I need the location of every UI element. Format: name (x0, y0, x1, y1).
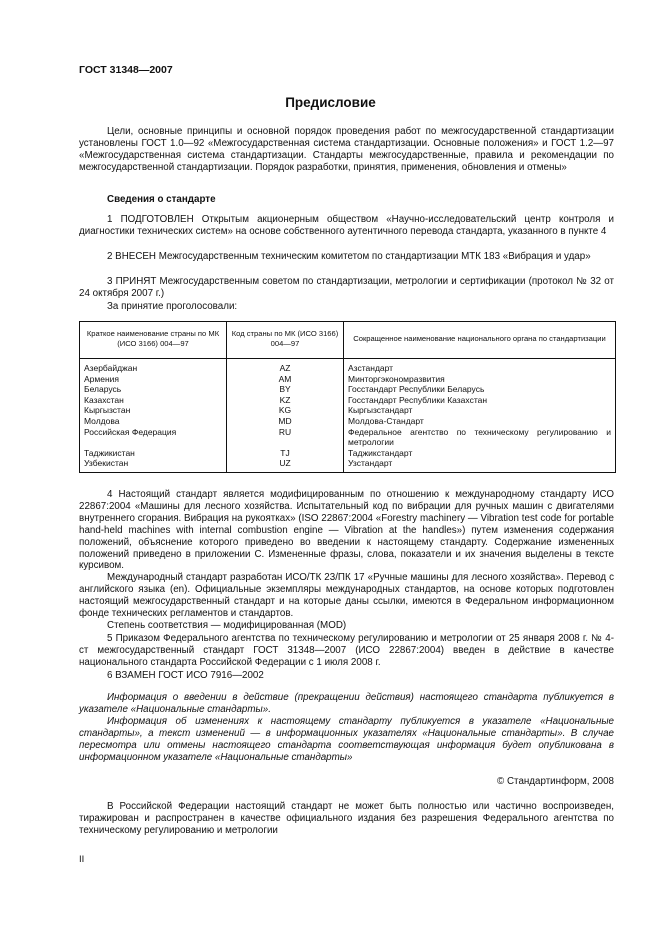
notice-publication: Информация о введении в действие (прекращении действия) настоящего стандарта публикуется в указателе «Национальные стандарты». (79, 692, 614, 715)
table-row (80, 458, 616, 472)
item-3-adopted: 3 ПРИНЯТ Межгосударственным советом по стандартизации, метрологии и сертификации (протокол № 32 от 24 октября 2007 г.) (79, 276, 614, 299)
item-1-prepared: 1 ПОДГОТОВЛЕН Открытым акционерным обществом «Научно-исследовательский центр контроля и диагностики технических систем» на основе собственного аутентичного перевода стандарта, указанного в пункте 4 (79, 214, 614, 237)
item-5-order: 5 Приказом Федерального агентства по техническому регулированию и метрологии от 25 января 2008 г. № 4-ст межгосударственный стандарт ГОСТ 31348—2007 (ИСО 22867:2004) введен в действие в качестве национального стандарта Российской Федерации с 1 июля 2008 г. (79, 633, 614, 668)
intro-paragraph: Цели, основные принципы и основной порядок проведения работ по межгосударственной стандартизации установлены ГОСТ 1.0—92 «Межгосударственная система стандартизации. Основные положения» и ГОСТ 1.2—97 «Межгосударственная система стандартизации. Стандарты межгосударственные, правила и рекомендации по межгосударственной стандартизации. Порядок разработки, принятия, применения, обновления и отмены» (79, 126, 614, 173)
country-cell: Российская Федерация (80, 427, 227, 448)
standard-number: ГОСТ 31348—2007 (79, 64, 173, 76)
voting-states-table (79, 321, 616, 473)
header-country: Краткое наименование страны по МК (ИСО 3166) 004—97 (80, 322, 227, 359)
table-row (80, 384, 616, 395)
item-2-submitted: 2 ВНЕСЕН Межгосударственным техническим комитетом по стандартизации МТК 183 «Вибрация и удар» (107, 251, 591, 262)
code-cell: KZ (227, 395, 344, 406)
info-heading: Сведения о стандарте (107, 194, 216, 205)
country-cell: Азербайджан (80, 359, 227, 374)
header-code: Код страны по МК (ИСО 3166) 004—97 (227, 322, 344, 359)
org-cell: Молдова-Стандарт (344, 416, 616, 427)
org-cell: Минторгэкономразвития (344, 374, 616, 385)
country-cell: Армения (80, 374, 227, 385)
org-cell: Госстандарт Республики Казахстан (344, 395, 616, 406)
item-4-modification: 4 Настоящий стандарт является модифицированным по отношению к международному стандарту ИСО 22867:2004 «Машины для лесного хозяйства. Испытательный код по вибрации для ручных машин с двигателями внутреннего сгорания. Вибрация на рукоятках» (ISO 22867:2004 «Forestry machinery — Vibration test code for portable hand-held machines with internal combustion engine — Vibration at the handles») путем изменения содержания положений, объяснение которого приведено во введении к настоящему стандарту. Содержание измененных положений приведено в приложении С. Измененные фразы, слова, показатели и их значения выделены в тексте курсивом. (79, 489, 614, 572)
org-cell: Таджикстандарт (344, 448, 616, 459)
country-cell: Узбекистан (80, 458, 227, 472)
org-cell: Узстандарт (344, 458, 616, 472)
code-cell: KG (227, 405, 344, 416)
item-6-replaces: 6 ВЗАМЕН ГОСТ ИСО 7916—2002 (107, 670, 264, 681)
page-title: Предисловие (285, 95, 376, 110)
org-cell: Федеральное агентство по техническому регулированию и метрологии (344, 427, 616, 448)
table-header-row (80, 322, 616, 359)
country-cell: Кыргызстан (80, 405, 227, 416)
org-cell: Госстандарт Республики Беларусь (344, 384, 616, 395)
code-cell: AZ (227, 359, 344, 374)
org-cell: Азстандарт (344, 359, 616, 374)
code-cell: AM (227, 374, 344, 385)
header-org: Сокращенное наименование национального органа по стандартизации (344, 322, 616, 359)
table-row (80, 359, 616, 374)
table-row (80, 416, 616, 427)
table-row (80, 405, 616, 416)
rights-paragraph: В Российской Федерации настоящий стандарт не может быть полностью или частично воспроизведен, тиражирован и распространен в качестве официального издания без разрешения Федерального агентства по техническому регулированию и метрологии (79, 801, 614, 836)
conformity-degree: Степень соответствия — модифицированная (MOD) (107, 620, 347, 631)
international-standard-paragraph: Международный стандарт разработан ИСО/ТК 23/ПК 17 «Ручные машины для лесного хозяйства». Перевод с английского языка (en). Официальные экземпляры международных стандартов, на основе которых подготовлен настоящий межгосударственный стандарт и на которые даны ссылки, имеются в Федеральном информационном фонде технических регламентов и стандартов. (79, 572, 614, 619)
table-row (80, 427, 616, 448)
code-cell: BY (227, 384, 344, 395)
copyright-line: © Стандартинформ, 2008 (497, 776, 614, 787)
voted-label: За принятие проголосовали: (107, 301, 238, 312)
table-row (80, 448, 616, 459)
org-cell: Кыргызстандарт (344, 405, 616, 416)
country-cell: Казахстан (80, 395, 227, 406)
code-cell: RU (227, 427, 344, 448)
page-number: II (79, 854, 85, 865)
code-cell: UZ (227, 458, 344, 472)
table-row (80, 374, 616, 385)
country-cell: Таджикистан (80, 448, 227, 459)
table-row (80, 395, 616, 406)
country-cell: Молдова (80, 416, 227, 427)
country-cell: Беларусь (80, 384, 227, 395)
notice-changes: Информация об изменениях к настоящему стандарту публикуется в указателе «Национальные стандарты», а текст изменений — в информационных указателях «Национальные стандарты». В случае пересмотра или отмены настоящего стандарта соответствующая информация будет опубликована в информационном указателе «Национальные стандарты» (79, 716, 614, 763)
code-cell: TJ (227, 448, 344, 459)
code-cell: MD (227, 416, 344, 427)
